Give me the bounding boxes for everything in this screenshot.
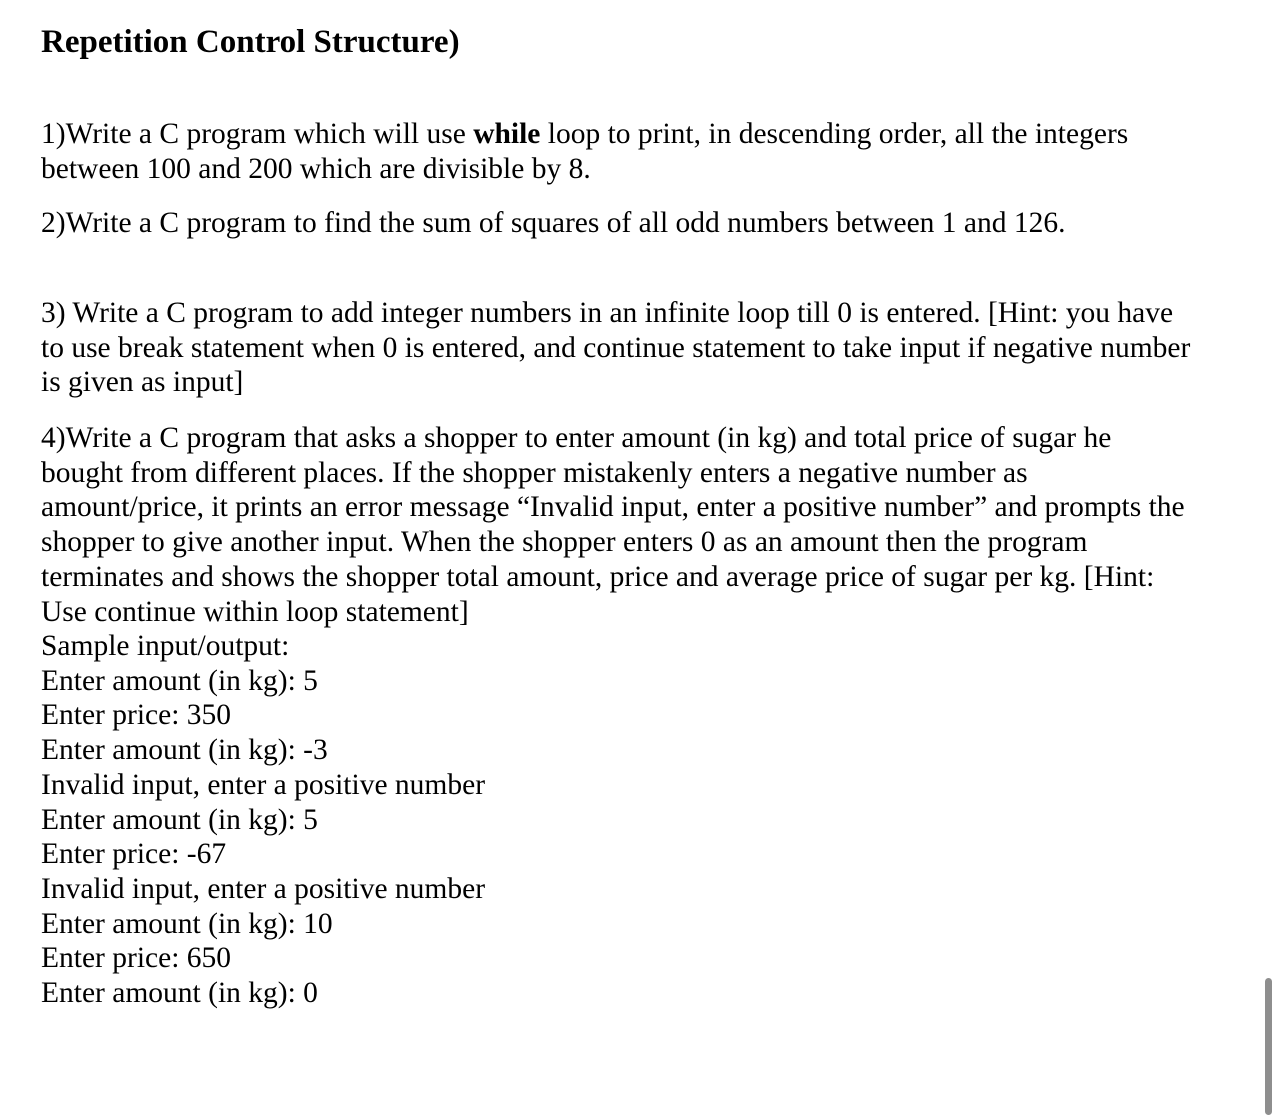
question-1-text-end: loop to print, in descending order, all the integers: [540, 118, 1129, 150]
sample-io-line: Enter amount (in kg): 10: [41, 907, 333, 940]
question-3-line-3: is given as input]: [41, 366, 244, 399]
question-4-line-5: terminates and shows the shopper total amount, price and average price of sugar per kg. [Hint:: [41, 560, 1155, 593]
question-4-line-2: bought from different places. If the shopper mistakenly enters a negative number as: [41, 456, 1028, 489]
question-4: [41, 421, 1241, 629]
question-1-line-2: between 100 and 200 which are divisible by 8.: [41, 152, 591, 185]
while-keyword: while: [473, 118, 541, 150]
sample-io-line: Enter amount (in kg): -3: [41, 734, 328, 767]
sample-io-heading: Sample input/output:: [41, 630, 290, 662]
question-2-line-1: 2)Write a C program to find the sum of squares of all odd numbers between 1 and 126.: [41, 207, 1066, 239]
vertical-scrollbar[interactable]: [1265, 978, 1272, 1115]
question-2: [41, 206, 1241, 241]
question-3-line-1: 3) Write a C program to add integer numbers in an infinite loop till 0 is entered. [Hint: you have: [41, 297, 1174, 329]
question-1: [41, 117, 1241, 186]
question-1-text-start: 1)Write a C program which will use: [41, 118, 474, 150]
question-3: [41, 296, 1241, 400]
question-3-line-2: to use break statement when 0 is entered, and continue statement to take input if negative number: [41, 331, 1191, 364]
sample-io-line: Invalid input, enter a positive number: [41, 872, 486, 905]
sample-io-line: Enter amount (in kg): 0: [41, 977, 318, 1010]
sample-io: [41, 629, 1241, 1011]
sample-io-line: Enter price: 350: [41, 699, 232, 732]
sample-io-line: Enter amount (in kg): 5: [41, 803, 318, 836]
document-title: Repetition Control Structure): [41, 24, 460, 60]
sample-io-line: Enter price: 650: [41, 942, 232, 975]
question-4-line-6: Use continue within loop statement]: [41, 595, 469, 628]
question-4-line-4: shopper to give another input. When the shopper enters 0 as an amount then the program: [41, 526, 1088, 559]
sample-io-line: Invalid input, enter a positive number: [41, 768, 486, 801]
question-1-line-1: [41, 117, 1241, 152]
question-4-line-3: amount/price, it prints an error message “Invalid input, enter a positive number” and prompts the: [41, 491, 1185, 524]
sample-io-line: Enter price: -67: [41, 838, 227, 871]
sample-io-line: Enter amount (in kg): 5: [41, 664, 318, 697]
question-4-line-1: 4)Write a C program that asks a shopper to enter amount (in kg) and total price of sugar he: [41, 422, 1112, 454]
